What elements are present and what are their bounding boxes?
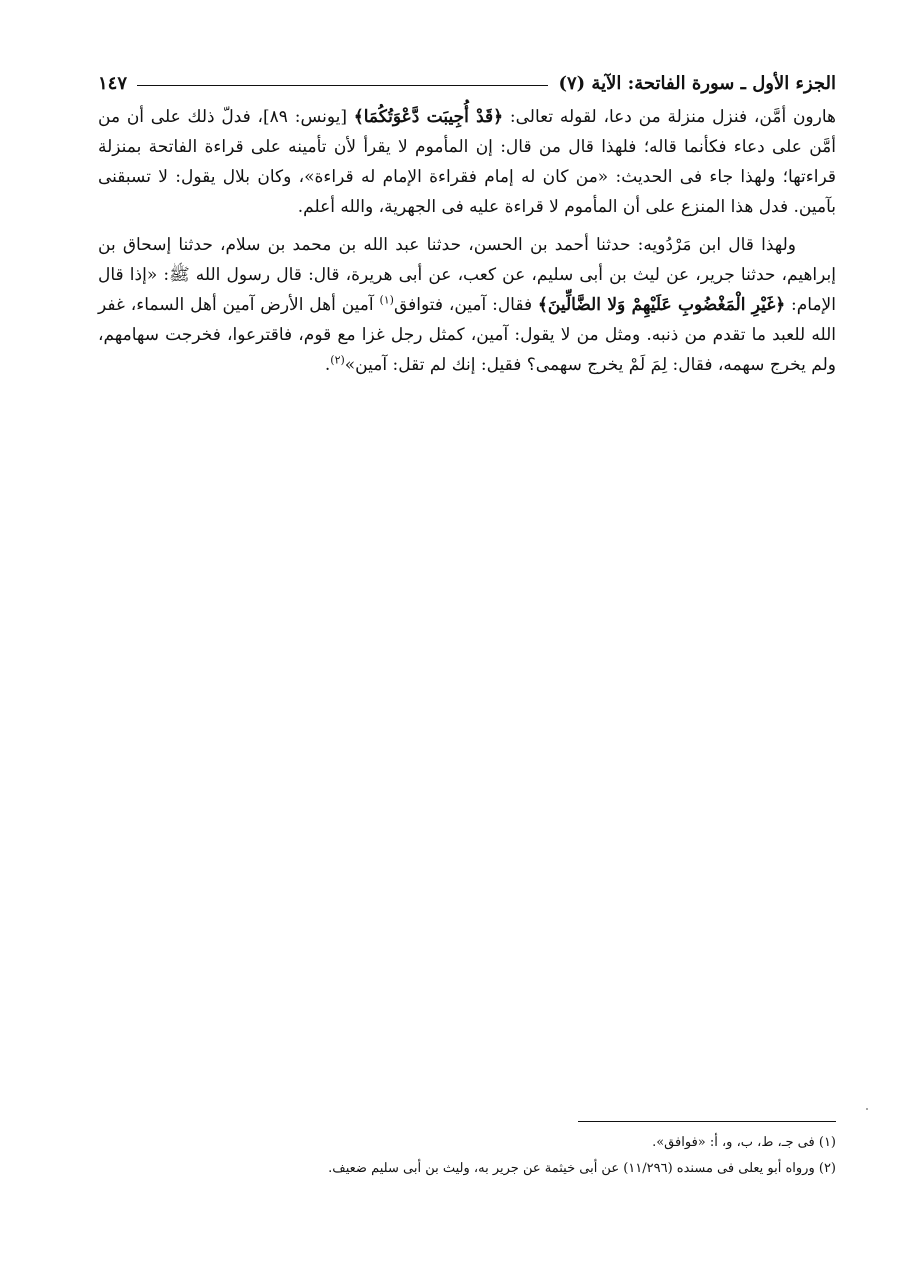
running-head bbox=[98, 68, 836, 98]
footnote-2: (٢) ورواه أبو يعلى فى مسنده (١١/٢٩٦) عن أبى خيثمة عن جرير به، وليث بن أبى سليم ضعيف. bbox=[328, 1161, 836, 1176]
running-head-rule bbox=[137, 85, 548, 86]
body-text bbox=[98, 102, 836, 388]
paragraph-2 bbox=[98, 230, 836, 380]
paragraph-1 bbox=[98, 102, 836, 222]
paragraph-1-text-a: هارون أمَّن، فنزل منزلة من دعا، لقوله تعالى: bbox=[503, 107, 836, 127]
footnotes bbox=[98, 1130, 836, 1182]
running-head-title: الجزء الأول ـ سورة الفاتحة: الآية (٧) bbox=[558, 72, 836, 94]
paragraph-2-text-a: ولهذا قال ابن مَرْدُويه: حدثنا أحمد بن الحسن، حدثنا عبد الله بن محمد بن سلام، حدثنا إسحاق بن إبراهيم، حدثنا جرير، عن ليث بن أبى سليم، عن كعب، عن أبى هريرة، قال: قال رسول الله ﷺ: «إذا قال الإمام: bbox=[98, 235, 836, 315]
footnote-1: (١) فى جـ، ط، ب، و، أ: «فوافق». bbox=[652, 1135, 836, 1150]
footnote-marker-2: (٢) bbox=[330, 353, 345, 367]
quran-verse-fatiha-7: ﴿غَيْرِ الْمَغْضُوبِ عَلَيْهِمْ وَلا الضَّالِّينَ﴾ bbox=[537, 295, 786, 315]
paragraph-1-text-b: [يونس: ٨٩]، فدلّ ذلك على أن من أمَّن على دعاء فكأنما قاله؛ فلهذا قال من قال: إن المأموم لا يقرأ لأن تأمينه على قراءة الفاتحة بمنزلة قراءتها؛ ولهذا جاء فى الحديث: «من كان له إمام فقراءة الإمام له قراءة»، وكان بلال يقول: لا تسبقنى بآمين. فدل هذا المنزع على أن المأموم لا قراءة عليه فى الجهرية، والله أعلم. bbox=[98, 107, 836, 217]
footnote-separator bbox=[578, 1121, 836, 1122]
scan-speck bbox=[866, 1108, 868, 1110]
page-number: ١٤٧ bbox=[98, 72, 128, 94]
paragraph-2-text-d: . bbox=[324, 355, 331, 375]
paragraph-2-text-b: فقال: آمين، فتوافق bbox=[393, 295, 538, 315]
quran-verse-yunus-89: ﴿قَدْ أُجِيبَت دَّعْوَتُكُمَا﴾ bbox=[353, 107, 504, 127]
footnote-marker-1: (١) bbox=[379, 293, 394, 307]
paragraph-2-text-c: آمين أهل الأرض آمين أهل السماء، غفر الله للعبد ما تقدم من ذنبه. ومثل من لا يقول: آمين، كمثل رجل غزا مع قوم، فاقترعوا، فخرجت سهامهم، ولم يخرج سهمه، فقال: لِمَ لَمْ يخرج سهمى؟ فقيل: إنك لم تقل: آمين» bbox=[98, 295, 836, 375]
book-page bbox=[98, 58, 836, 1238]
